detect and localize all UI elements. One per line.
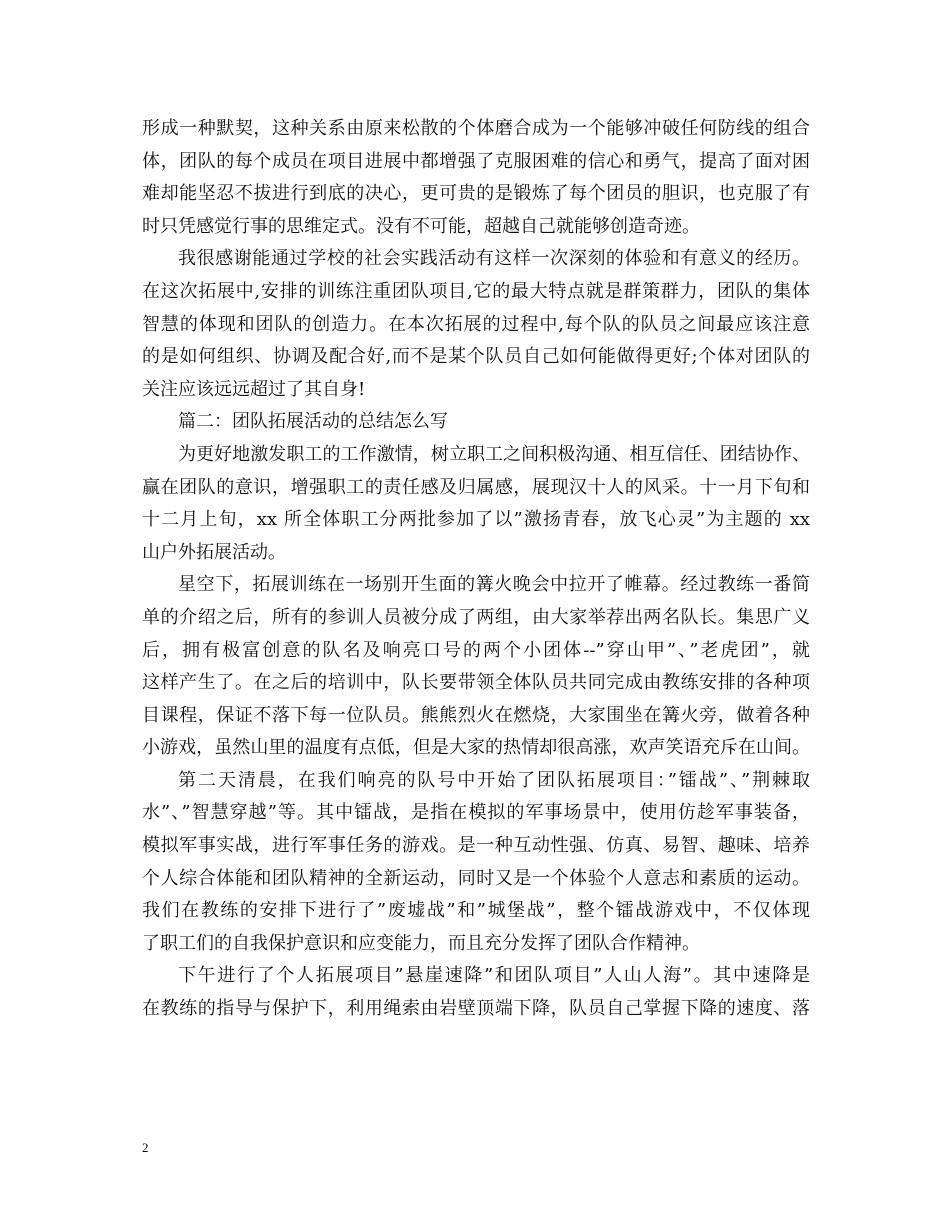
text-line: 了职工们的自我保护意识和应变能力，而且充分发挥了团队合作精神。 <box>142 932 700 954</box>
text-line: 星空下，拓展训练在一场别开生面的篝火晚会中拉开了帷幕。经过教练一番简 <box>178 574 810 596</box>
text-line: 在这次拓展中,安排的训练注重团队项目,它的最大特点就是群策群力，团队的集体 <box>142 280 810 302</box>
text-line: 十二月上旬，xx 所全体职工分两批参加了以”激扬青春，放飞心灵”为主题的 xx <box>142 509 810 531</box>
text-line: 形成一种默契，这种关系由原来松散的个体磨合成为一个能够冲破任何防线的组合 <box>142 118 810 139</box>
text-line: 难却能坚忍不拔进行到底的决心，更可贵的是锻炼了每个团员的胆识，也克服了有 <box>142 183 810 205</box>
body-text <box>142 113 810 1026</box>
text-line: 个人综合体能和团队精神的全新运动，同时又是一个体验个人意志和素质的运动。 <box>142 867 810 889</box>
text-line: 模拟军事实战，进行军事任务的游戏。是一种互动性强、仿真、易智、趣味、培养 <box>142 835 810 857</box>
text-line: 体，团队的每个成员在项目进展中都增强了克服困难的信心和勇气，提高了面对困 <box>142 150 810 172</box>
text-line: 单的介绍之后，所有的参训人员被分成了两组，由大家举荐出两名队长。集思广义 <box>142 606 810 628</box>
page-number: 2 <box>142 1140 149 1155</box>
text-line: 后，拥有极富创意的队名及响亮口号的两个小团体--”穿山甲”、”老虎团”，就 <box>142 639 810 661</box>
text-line: 水”、”智慧穿越”等。其中镭战，是指在模拟的军事场景中，使用仿趁军事装备， <box>142 802 810 824</box>
text-line: 关注应该远远超过了其自身! <box>142 378 366 400</box>
text-line: 目课程，保证不落下每一位队员。熊熊烈火在燃烧，大家围坐在篝火旁，做着各种 <box>142 704 810 726</box>
text-line: 赢在团队的意识，增强职工的责任感及归属感，展现汉十人的风采。十一月下旬和 <box>142 476 810 498</box>
text-line: 这样产生了。在之后的培训中，队长要带领全体队员共同完成由教练安排的各种项 <box>142 672 810 694</box>
text-line: 第二天清晨，在我们响亮的队号中开始了团队拓展项目：”镭战”、”荆棘取 <box>178 769 810 791</box>
text-line: 小游戏，虽然山里的温度有点低，但是大家的热情却很高涨，欢声笑语充斥在山间。 <box>142 737 810 759</box>
text-line: 时只凭感觉行事的思维定式。没有不可能，超越自己就能够创造奇迹。 <box>142 215 700 237</box>
text-line: 智慧的体现和团队的创造力。在本次拓展的过程中,每个队的队员之间最应该注意 <box>142 313 810 335</box>
text-line: 下午进行了个人拓展项目”悬崖速降”和团队项目”人山人海”。其中速降是 <box>178 965 810 987</box>
text-line: 山户外拓展活动。 <box>142 541 286 563</box>
text-line: 为更好地激发职工的工作激情，树立职工之间积极沟通、相互信任、团结协作、 <box>178 443 810 465</box>
text-line: 的是如何组织、协调及配合好,而不是某个队员自己如何能做得更好;个体对团队的 <box>142 346 810 368</box>
text-line: 我很感谢能通过学校的社会实践活动有这样一次深刻的体验和有意义的经历。 <box>178 248 810 270</box>
text-line: 在教练的指导与保护下，利用绳索由岩壁顶端下降，队员自己掌握下降的速度、落 <box>142 998 810 1020</box>
text-line: 我们在教练的安排下进行了”废墟战”和”城堡战”，整个镭战游戏中，不仅体现 <box>142 900 810 922</box>
text-line: 篇二：团队拓展活动的总结怎么写 <box>178 411 448 433</box>
